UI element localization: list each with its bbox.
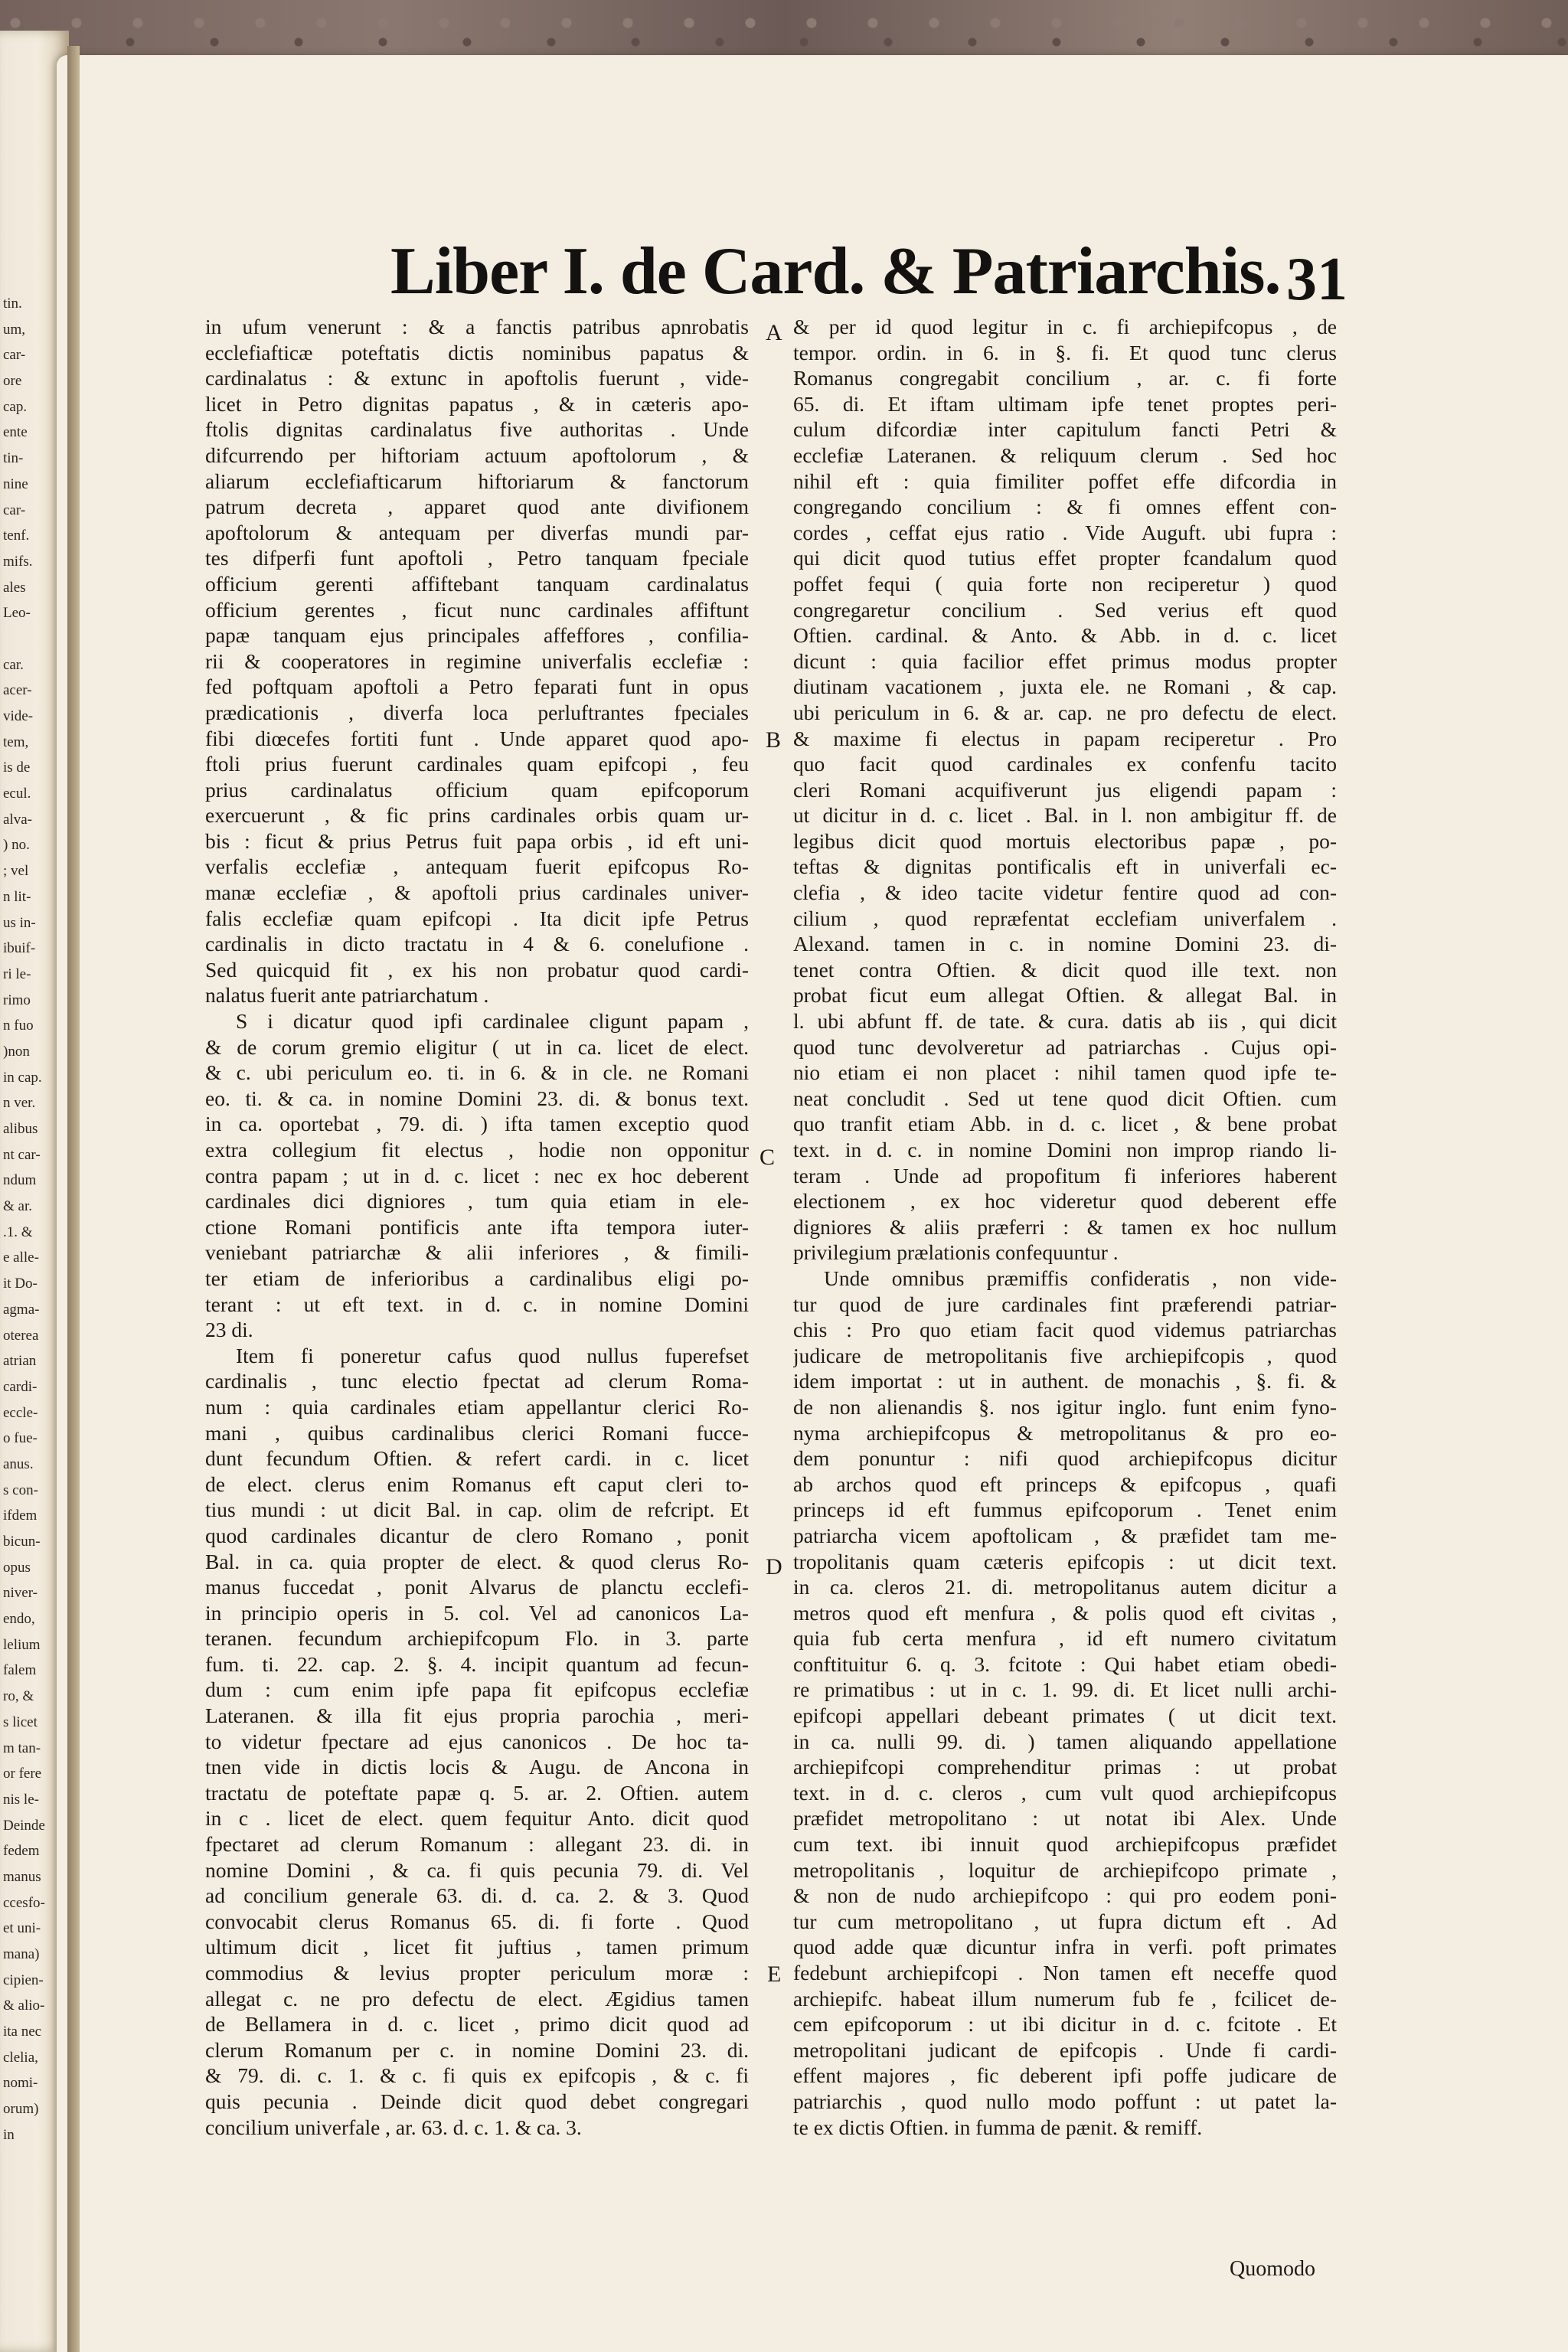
text-line: privilegium prælationis confequuntur . <box>793 1240 1119 1265</box>
text-line: idem importat : ut in authent. de monachis , §. fi. & <box>793 1369 1337 1393</box>
facing-page-fragment: car. <box>3 656 24 673</box>
text-column-left <box>205 314 749 2140</box>
text-line: in principio operis in 5. col. Vel ad canonicos La- <box>205 1600 749 1625</box>
text-line: officium gerenti affiftebant tanquam cardinalatus <box>205 571 749 596</box>
facing-page-fragment: & ar. <box>3 1198 32 1215</box>
facing-page-fragment: us in- <box>3 914 36 931</box>
text-line: ftoli prius fuerunt cardinales quam epifcopi , feu <box>205 752 749 776</box>
text-line: aliarum ecclefiafticarum hiftoriarum & fanctorum <box>205 469 749 493</box>
facing-page-fragment <box>3 626 64 652</box>
text-line: nihil eft : quia fimiliter poffet effe difcordia in <box>793 469 1337 493</box>
text-line: manus fuccedat , ponit Alvarus de planctu ecclefi- <box>205 1575 749 1599</box>
text-line: te ex dictis Oftien. in fumma de pænit. & remiff. <box>793 2115 1203 2139</box>
facing-page-fragment: um, <box>3 321 26 338</box>
facing-page-fragment: alva- <box>3 811 32 828</box>
text-line: cordes , ceffat ejus ratio . Vide Auguft. ubi fupra : <box>793 520 1337 544</box>
facing-page-fragment: ri le- <box>3 965 31 982</box>
text-line: fed poftquam apoftoli a Petro feparati funt in opus <box>205 675 749 699</box>
facing-page-fragment: ore <box>3 373 22 390</box>
text-line: digniores & aliis præferri : & tamen ex hoc nullum <box>793 1214 1337 1239</box>
facing-page-fragment: atrian <box>3 1353 37 1370</box>
facing-page-fragment: ifdem <box>3 1508 38 1524</box>
text-line: & per id quod legitur in c. fi archiepifcopus , de <box>793 315 1337 338</box>
facing-page-fragment: .1. & <box>3 1223 33 1240</box>
text-line: Alexand. tamen in c. in nomine Domini 23. di- <box>793 932 1337 956</box>
facing-page-fragment: orum) <box>3 2101 39 2118</box>
facing-page-fragment: agma- <box>3 1301 40 1318</box>
text-line: num : quia cardinales etiam appellantur clerici Ro- <box>205 1394 749 1419</box>
text-line: & 79. di. c. 1. & c. fi quis ex epifcopis , & c. fi <box>205 2063 749 2088</box>
text-line: diutinam vacationem , juxta ele. ne Romani , & cap. <box>793 675 1337 699</box>
text-line: difcurrendo per hiftoriam actuum apoftolorum , & <box>205 443 749 467</box>
text-line: congregando concilium : & fi omnes effent con- <box>793 495 1337 519</box>
text-line: prædicationis , diverfa loca perluftrantes fpeciales <box>205 700 749 724</box>
text-line: apoftolorum & antequam per diverfas mundi par- <box>205 520 749 544</box>
text-line: dicunt : quia facilior effet primus modus propter <box>793 648 1337 673</box>
facing-page-fragment: m tan- <box>3 1740 41 1756</box>
text-line: patrum decreta , apparet quod ante divifionem <box>205 495 749 519</box>
text-line: text. in d. c. cleros , cum vult quod archiepifcopus <box>793 1780 1337 1805</box>
page-number: 31 <box>1286 246 1348 313</box>
text-line: de non alienandis §. nos igitur inglo. funt enim fyno- <box>793 1394 1337 1419</box>
text-line: metros quod eft menfura , & polis quod eft civitas , <box>793 1600 1337 1625</box>
text-line: legibus dicit quod mortuis electoribus papæ , po- <box>793 828 1337 853</box>
text-line: fpectaret ad clerum Romanum : allegant 23. di. in <box>205 1832 749 1857</box>
text-line: metropolitanis , loquitur de archiepifcopo primate , <box>793 1857 1337 1882</box>
margin-letter-c: C <box>760 1145 776 1170</box>
text-line: congregaretur concilium . Sed verius eft quod <box>793 597 1337 622</box>
text-line: ctione Romani pontificis ante ifta tempora iuter- <box>205 1214 749 1239</box>
text-line: licet in Petro dignitas papatus , & in cæteris apo- <box>205 391 749 416</box>
facing-page-fragment: ecul. <box>3 786 31 802</box>
text-line: princeps id eft fummus epifcoporum . Tenet enim <box>793 1498 1337 1522</box>
text-line: commodius & levius propter periculum moræ : <box>205 1961 749 1984</box>
text-line: cardinalis , tunc electio fpectat ad clerum Roma- <box>205 1369 749 1393</box>
facing-page-fragment: manus <box>3 1868 41 1885</box>
facing-page-fragment: or fere <box>3 1766 42 1782</box>
text-line: Lateranen. & illa fit ejus propria parochia , meri- <box>205 1704 749 1728</box>
text-line: effent majores , fic deberent ipfi poffe judicare de <box>793 2063 1337 2088</box>
facing-page-fragment: o fue- <box>3 1430 38 1447</box>
text-line: tenet contra Oftien. & dicit quod ille text. non <box>793 957 1337 982</box>
text-line: patriarcha vicem apoftolicam , & præfidet tam me- <box>793 1523 1337 1547</box>
text-line: cleri Romani acquifiverunt jus eligendi papam : <box>793 777 1337 802</box>
text-line: quo facit quod cardinales ex confenfu tacito <box>793 752 1337 776</box>
text-line: 23 di. <box>205 1318 253 1342</box>
text-line: quia fub certa menfura , id eft numero civitatum <box>793 1626 1337 1651</box>
text-line: nio etiam ei non placet : nihil tamen quod ipfe te- <box>793 1060 1337 1085</box>
facing-page-fragment: car- <box>3 501 26 518</box>
text-line: cardinalis in dicto tractatu in 4 & 6. conelufione . <box>205 932 749 956</box>
facing-page-fragment: ente <box>3 424 28 441</box>
text-line: l. ubi abfunt ff. de tate. & cura. datis ab iis , qui dicit <box>793 1009 1337 1034</box>
facing-page-fragment: in cap. <box>3 1069 42 1086</box>
facing-page-fragment: cap. <box>3 398 28 415</box>
text-line: fum. ti. 22. cap. 2. §. 4. incipit quantum ad fecun- <box>205 1651 749 1676</box>
text-line: archiepifc. habeat illum numerum fub fe , fcilicet de- <box>793 1986 1337 2011</box>
text-line: cilium , quod repræfentat ecclefiam univerfalem . <box>793 906 1337 930</box>
text-line: verfalis ecclefiæ , antequam fuerit epifcopus Ro- <box>205 854 749 879</box>
text-line: text. in d. c. in nomine Domini non improp riando li- <box>793 1138 1337 1161</box>
text-line: Unde omnibus præmiffis confideratis , non vide- <box>824 1266 1337 1290</box>
text-line: culum difcordiæ inter capitulum fancti Petri & <box>793 417 1337 442</box>
text-line: exercuerunt , & fic prins cardinales orbis quam ur- <box>205 803 749 828</box>
catchword: Quomodo <box>1230 2257 1315 2281</box>
text-line: ftolis dignitas cardinalatus five authoritas . Unde <box>205 417 749 442</box>
text-line: fedebunt archiepifcopi . Non tamen eft neceffe quod <box>793 1961 1337 1984</box>
text-line: quod cardinales dicantur de clero Romano , ponit <box>205 1523 749 1547</box>
facing-page-fragment: n fuo <box>3 1018 34 1034</box>
text-line: neat concludit . Sed ut tene quod dicit Oftien. cum <box>793 1086 1337 1110</box>
facing-page-fragment: ales <box>3 579 26 596</box>
text-line: in ufum venerunt : & a fanctis patribus apnrobatis <box>205 315 749 338</box>
text-line: prius cardinalatus officium quam epifcoporum <box>205 777 749 802</box>
text-line: probat ficut eum allegat Oftien. & allegat Bal. in <box>793 983 1337 1008</box>
facing-page-fragment: endo, <box>3 1611 35 1628</box>
text-line: ecclefiafticæ poteftatis dictis nominibus papatus & <box>205 340 749 364</box>
text-line: quod tunc devolveretur ad patriarchas . Cujus opi- <box>793 1034 1337 1059</box>
book-gutter <box>67 46 80 2352</box>
text-line: 65. di. Et iftam ultimam ipfe tenet proptes peri- <box>793 391 1337 416</box>
text-line: epifcopi appellari debeant primates ( ut dicit text. <box>793 1704 1337 1728</box>
text-line: & de corum gremio eligitur ( ut in ca. licet de elect. <box>205 1034 749 1059</box>
text-line: chis : Pro quo etiam facit quod videmus patriarchas <box>793 1318 1337 1342</box>
text-line: convocabit clerus Romanus 65. di. fi forte . Quod <box>205 1909 749 1933</box>
text-line: papæ tanquam ejus principales affeffores , confilia- <box>205 623 749 648</box>
text-line: bis : ficut & prius Petrus fuit papa orbis , id eft uni- <box>205 828 749 853</box>
facing-page-fragment: acer- <box>3 682 32 699</box>
text-line: archiepifcopi comprehenditur primas : ut probat <box>793 1755 1337 1779</box>
text-line: in c . licet de elect. quem fequitur Anto. dicit quod <box>205 1806 749 1831</box>
facing-page-fragment: mana) <box>3 1946 40 1962</box>
facing-page-fragment: lelium <box>3 1636 41 1653</box>
text-line: Item fi poneretur cafus quod nullus fuperefset <box>236 1343 749 1367</box>
facing-page-fragment: vide- <box>3 708 34 724</box>
facing-page-fragment: nomi- <box>3 2075 38 2092</box>
facing-page-fragment: alibus <box>3 1121 38 1137</box>
text-line: tnen vide in dictis locis & Augu. de Ancona in <box>205 1755 749 1779</box>
text-line: metropolitani judicant de epifcopis . Unde fi cardi- <box>793 2037 1337 2062</box>
facing-page-fragment: )non <box>3 1043 30 1060</box>
text-line: tur cum metropolitano , ut fupra dictum eft . Ad <box>793 1909 1337 1933</box>
facing-page-fragment: ) no. <box>3 837 30 854</box>
text-line: poffet fequi ( quia forte non reciperetur ) quod <box>793 571 1337 596</box>
text-line: electionem , ex hoc videretur quod deberent effe <box>793 1189 1337 1214</box>
facing-page-fragment: clelia, <box>3 2049 38 2066</box>
facing-page-fragment: ; vel <box>3 863 29 880</box>
facing-page-fragment: cardi- <box>3 1378 38 1395</box>
facing-page-fragment: et uni- <box>3 1920 41 1937</box>
text-line: præfidet metropolitano : ut notat ibi Alex. Unde <box>793 1806 1337 1831</box>
text-line: ab archos quod eft princeps & epifcopus , quafi <box>793 1472 1337 1496</box>
text-line: dunt fecundum Oftien. & refert cardi. in c. licet <box>205 1446 749 1471</box>
text-line: to videtur fpectare ad ejus canonicos . De hoc ta- <box>205 1729 749 1753</box>
facing-page-fragment: ro, & <box>3 1688 34 1705</box>
facing-page-fragment: tin- <box>3 450 24 467</box>
text-line: eo. ti. & ca. in nomine Domini 23. di. & bonus text. <box>205 1086 749 1110</box>
text-line: Bal. in ca. quia propter de elect. & quod clerus Ro- <box>205 1549 749 1573</box>
text-line: terant : ut eft text. in d. c. in nomine Domini <box>205 1292 749 1316</box>
text-line: ad concilium generale 63. di. d. ca. 2. & 3. Quod <box>205 1883 749 1908</box>
text-line: nomine Domini , & ca. fi quis pecunia 79. di. Vel <box>205 1857 749 1882</box>
text-line: cem epifcoporum : ut ibi dicitur in d. c. fcitote . Et <box>793 2012 1337 2037</box>
text-line: extra collegium fit electus , hodie non opponitur <box>205 1138 749 1161</box>
text-line: dem ponuntur : nifi quod archiepifcopus dicitur <box>793 1446 1337 1471</box>
text-line: allegat c. ne pro defectu de elect. Ægidius tamen <box>205 1986 749 2011</box>
text-line: cum text. ibi innuit quod archiepifcopus præfidet <box>793 1832 1337 1857</box>
text-line: Sed quicquid fit , ex his non probatur quod cardi- <box>205 957 749 982</box>
facing-page-fragment: anus. <box>3 1455 34 1472</box>
facing-page-fragment: Leo- <box>3 605 31 622</box>
text-line: ecclefiæ Lateranen. & reliquum clerum . Sed hoc <box>793 443 1337 467</box>
facing-page-fragment: tin. <box>3 296 22 312</box>
facing-page-fragment: s licet <box>3 1713 38 1730</box>
text-line: teftas & dignitas pontificalis eft in univerfali ec- <box>793 854 1337 879</box>
text-line: officium gerentes , ficut nunc cardinales affiftunt <box>205 597 749 622</box>
page-title: Liber I. de Card. & Patriarchis. <box>390 234 1281 309</box>
text-line: veniebant patriarchæ & alii inferiores , & fimili- <box>205 1240 749 1265</box>
text-line: quod adde quæ dicuntur infra in verfi. poft primates <box>793 1935 1337 1959</box>
text-line: clefia , & ideo tacite videtur fentire quod ad con- <box>793 880 1337 905</box>
text-line: ut dicitur in d. c. licet . Bal. in l. non ambigitur ff. de <box>793 803 1337 828</box>
facing-page-fragment: eccle- <box>3 1404 38 1421</box>
text-line: tius mundi : ut dicit Bal. in cap. olim de refcript. Et <box>205 1498 749 1522</box>
facing-page-fragment: opus <box>3 1559 31 1576</box>
text-line: quis pecunia . Deinde dicit quod debet congregari <box>205 2089 749 2113</box>
facing-page-fragment: Deinde <box>3 1817 45 1834</box>
text-line: & maxime fi electus in papam reciperetur . Pro <box>793 726 1337 750</box>
text-line: tempor. ordin. in 6. in §. fi. Et quod tunc clerus <box>793 340 1337 364</box>
text-line: clerum Romanum per c. in nomine Domini 23. di. <box>205 2037 749 2062</box>
text-line: conftituitur 6. q. 3. fcitote : Qui habet etiam obedi- <box>793 1651 1337 1676</box>
facing-page-fragment: s con- <box>3 1481 38 1498</box>
facing-page-fragment: it Do- <box>3 1276 38 1292</box>
text-line: manæ ecclefiæ , & apoftoli prius cardinales univer- <box>205 880 749 905</box>
text-line: ultimum dicit , licet fit juftius , tamen primum <box>205 1935 749 1959</box>
facing-page-fragment: ita nec <box>3 2024 42 2040</box>
facing-page-fragment: is de <box>3 760 31 776</box>
facing-page-fragment: & alio- <box>3 1998 45 2014</box>
text-line: tropolitanis quam cæteris epifcopis : ut dicit text. <box>793 1549 1337 1573</box>
text-line: re primatibus : ut in c. 1. 99. di. Et licet nulli archi- <box>793 1677 1337 1702</box>
facing-page-fragment: fedem <box>3 1843 40 1860</box>
text-line: cardinales dici digniores , tum quia etiam in ele- <box>205 1189 749 1214</box>
text-line: tractatu de poteftate papæ q. 5. ar. 2. Oftien. autem <box>205 1780 749 1805</box>
facing-page-fragment: falem <box>3 1662 37 1679</box>
facing-page-fragment: nis le- <box>3 1791 39 1808</box>
facing-page-fragment: cipien- <box>3 1971 44 1988</box>
facing-page-fragment: rimo <box>3 991 31 1008</box>
facing-page-text-fragments <box>3 291 64 2148</box>
text-column-right <box>793 314 1337 2140</box>
text-line: concilium univerfale , ar. 63. d. c. 1. & ca. 3. <box>205 2115 582 2139</box>
text-line: Romanus congregabit concilium , ar. c. fi forte <box>793 366 1337 390</box>
facing-page-fragment: oterea <box>3 1327 39 1344</box>
text-line: cardinalatus : & extunc in apoftolis fuerunt , vide- <box>205 366 749 390</box>
text-line: qui dicit quod tutius effet propter fcandalum quod <box>793 546 1337 570</box>
facing-page-fragment: in <box>3 2126 15 2143</box>
facing-page-fragment: ibuif- <box>3 940 36 957</box>
text-line: & non de nudo archiepifcopo : qui pro eodem poni- <box>793 1883 1337 1908</box>
text-line: rii & cooperatores in regimine univerfalis ecclefiæ : <box>205 648 749 673</box>
text-line: fibi diœcefes fortiti funt . Unde apparet quod apo- <box>205 726 749 750</box>
margin-letter-d: D <box>766 1554 782 1579</box>
facing-page-fragment: ccesfo- <box>3 1894 45 1911</box>
margin-letter-b: B <box>766 727 782 753</box>
facing-page-fragment: nt car- <box>3 1146 41 1163</box>
facing-page-fragment: mifs. <box>3 553 33 570</box>
text-line: tur quod de jure cardinales fint præferendi patriar- <box>793 1292 1337 1316</box>
text-line: nalatus fuerit ante patriarchatum . <box>205 983 489 1008</box>
facing-page-fragment: car- <box>3 347 26 364</box>
text-line: S i dicatur quod ipfi cardinalee cligunt papam , <box>236 1009 749 1034</box>
facing-page-fragment: ndum <box>3 1172 37 1189</box>
text-line: in ca. oportebat , 79. di. ) ifta tamen exceptio quod <box>205 1112 749 1136</box>
text-line: teram . Unde ad propofitum fi inferiores haberent <box>793 1163 1337 1187</box>
facing-page-fragment: nine <box>3 475 28 492</box>
facing-page-fragment: n ver. <box>3 1095 36 1112</box>
text-line: patriarchis , quod nullo modo poffunt : ut patet la- <box>793 2089 1337 2113</box>
facing-page-fragment: niver- <box>3 1585 38 1602</box>
text-line: mani , quibus cardinalibus clerici Romani fucce- <box>205 1420 749 1445</box>
text-line: nyma archiepifcopus & metropolitanus & pro eo- <box>793 1420 1337 1445</box>
facing-page-fragment: e alle- <box>3 1250 39 1266</box>
text-line: tes difperfi funt apoftoli , Petro tanquam fpeciale <box>205 546 749 570</box>
text-line: & c. ubi periculum eo. ti. in 6. & in cle. ne Romani <box>205 1060 749 1085</box>
text-line: in ca. cleros 21. di. metropolitanus autem dicitur a <box>793 1575 1337 1599</box>
text-line: ubi periculum in 6. & ar. cap. ne pro defectu de elect. <box>793 700 1337 724</box>
text-line: falis ecclefiæ quam epifcopi . Ita dicit ipfe Petrus <box>205 906 749 930</box>
text-line: Oftien. cardinal. & Anto. & Abb. in d. c. licet <box>793 623 1337 648</box>
text-line: teranen. fecundum archiepifcopum Flo. in 3. parte <box>205 1626 749 1651</box>
text-line: ter etiam de inferioribus a cardinalibus eligi po- <box>205 1266 749 1290</box>
facing-page-fragment: n lit- <box>3 888 31 905</box>
text-line: dum : cum enim ipfe papa fit epifcopus ecclefiæ <box>205 1677 749 1702</box>
facing-page-fragment: bicun- <box>3 1534 41 1550</box>
text-line: de Bellamera in d. c. licet , primo dicit quod ad <box>205 2012 749 2037</box>
text-line: judicare de metropolitanis five archiepifcopis , quod <box>793 1343 1337 1367</box>
text-line: contra papam ; ut in d. c. licet : nec ex hoc deberent <box>205 1163 749 1187</box>
facing-page-fragment: tem, <box>3 733 29 750</box>
text-line: in ca. nulli 99. di. ) tamen aliquando appellatione <box>793 1729 1337 1753</box>
margin-letter-e: E <box>767 1962 782 1987</box>
facing-page-fragment: tenf. <box>3 528 30 544</box>
text-line: de elect. clerus enim Romanus eft caput cleri to- <box>205 1472 749 1496</box>
text-line: quo tranfit etiam Abb. in d. c. licet , & bene probat <box>793 1112 1337 1136</box>
margin-letter-a: A <box>766 320 782 345</box>
